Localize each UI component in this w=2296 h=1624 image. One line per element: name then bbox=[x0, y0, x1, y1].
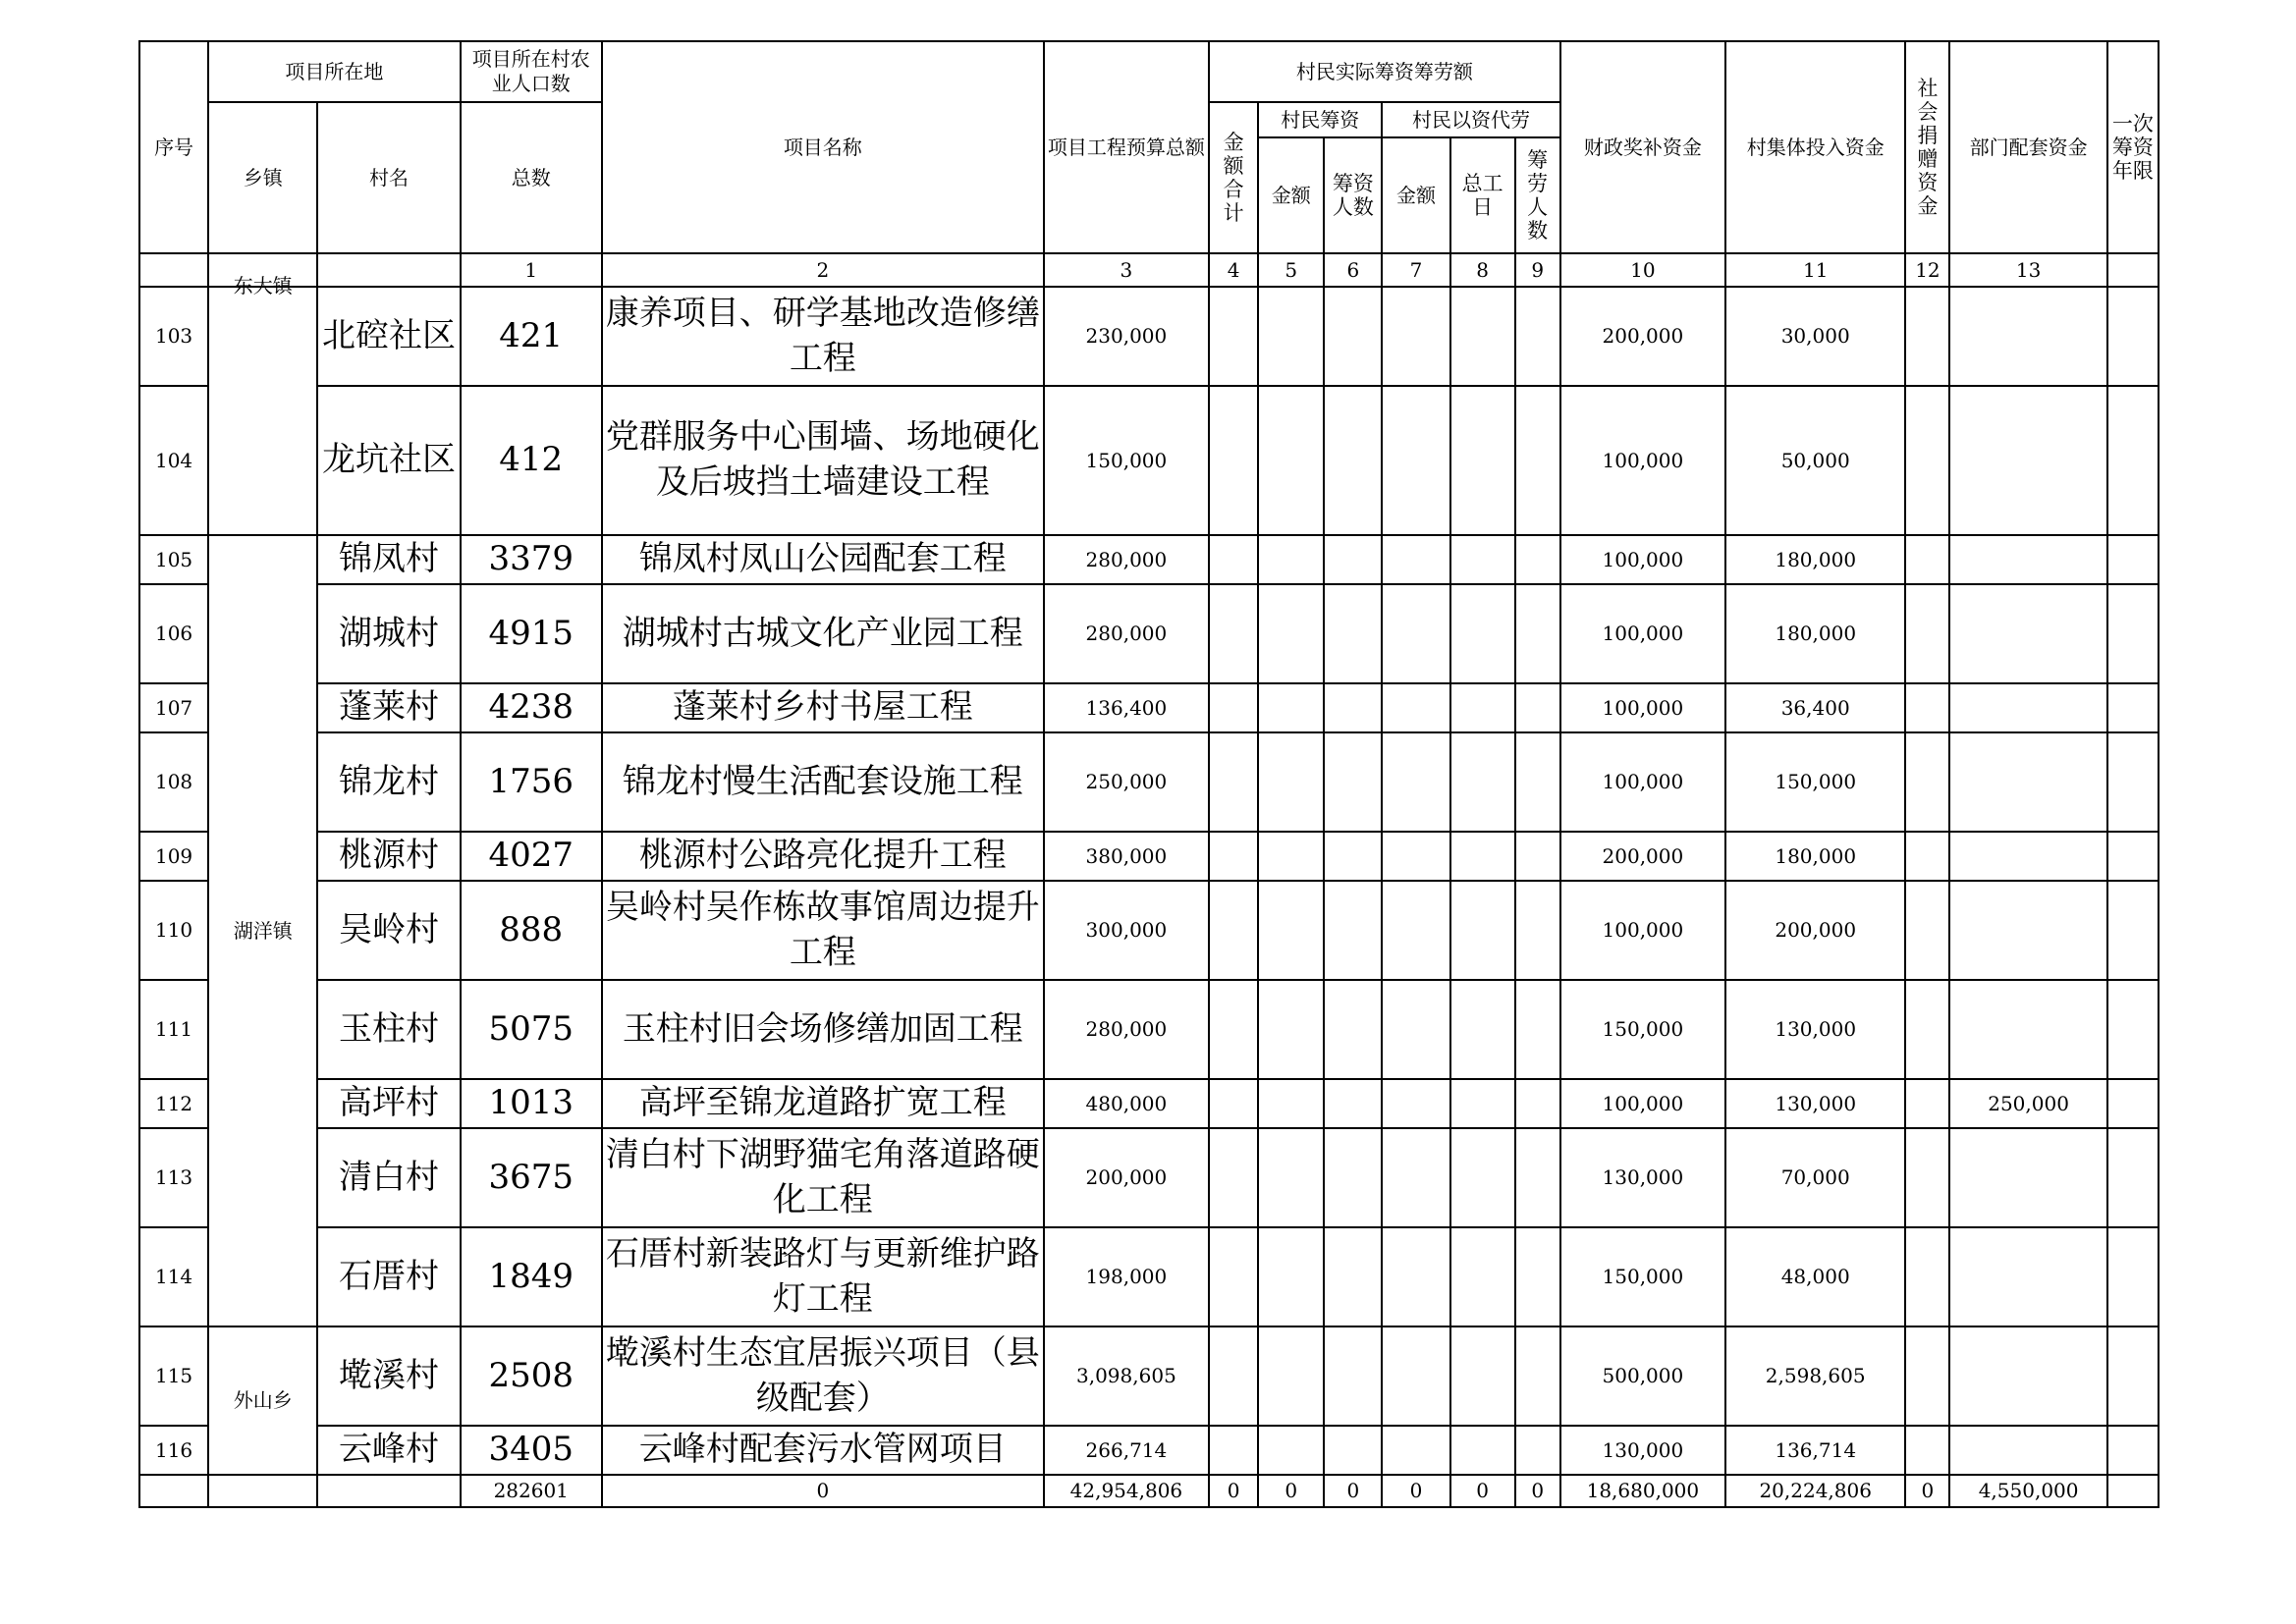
budget-cell: 198,000 bbox=[1044, 1227, 1209, 1326]
dept-cell bbox=[1949, 287, 2106, 386]
collective-cell: 136,714 bbox=[1725, 1426, 1905, 1475]
budget-cell: 3,098,605 bbox=[1044, 1326, 1209, 1426]
village-cell: 石厝村 bbox=[317, 1227, 460, 1326]
population-cell: 421 bbox=[461, 287, 602, 386]
seq-cell: 109 bbox=[139, 832, 208, 881]
dept-cell bbox=[1949, 1326, 2106, 1426]
header-collective-investment: 村集体投入资金 bbox=[1725, 41, 1905, 253]
budget-cell: 280,000 bbox=[1044, 584, 1209, 683]
village-cell: 吴岭村 bbox=[317, 881, 460, 980]
fiscal-cell: 100,000 bbox=[1560, 881, 1725, 980]
total-donation: 0 bbox=[1905, 1475, 1949, 1507]
index-cell: 4 bbox=[1209, 253, 1258, 287]
collective-cell: 30,000 bbox=[1725, 287, 1905, 386]
fiscal-cell: 100,000 bbox=[1560, 386, 1725, 535]
fiscal-cell: 130,000 bbox=[1560, 1426, 1725, 1475]
totals-row bbox=[139, 1475, 2159, 1507]
project-cell: 蓬莱村乡村书屋工程 bbox=[602, 683, 1044, 732]
header-labor-amount: 金额 bbox=[1382, 137, 1449, 253]
header-township: 乡镇 bbox=[208, 102, 317, 253]
header-amount-total: 金额合计 bbox=[1209, 102, 1258, 253]
fiscal-cell: 100,000 bbox=[1560, 584, 1725, 683]
table-row bbox=[139, 1079, 2159, 1128]
village-cell: 锦凤村 bbox=[317, 535, 460, 584]
total-population: 282601 bbox=[461, 1475, 602, 1507]
index-cell: 2 bbox=[602, 253, 1044, 287]
budget-cell: 230,000 bbox=[1044, 287, 1209, 386]
seq-cell: 108 bbox=[139, 732, 208, 832]
budget-cell: 300,000 bbox=[1044, 881, 1209, 980]
budget-cell: 150,000 bbox=[1044, 386, 1209, 535]
dept-cell bbox=[1949, 584, 2106, 683]
header-budget: 项目工程预算总额 bbox=[1044, 41, 1209, 253]
population-cell: 1849 bbox=[461, 1227, 602, 1326]
total-collective: 20,224,806 bbox=[1725, 1475, 1905, 1507]
township-cell: 外山乡 bbox=[208, 1326, 317, 1475]
seq-cell: 116 bbox=[139, 1426, 208, 1475]
index-cell: 9 bbox=[1515, 253, 1560, 287]
fiscal-cell: 150,000 bbox=[1560, 980, 1725, 1079]
table-row bbox=[139, 1227, 2159, 1326]
dept-cell bbox=[1949, 732, 2106, 832]
index-cell: 6 bbox=[1324, 253, 1382, 287]
collective-cell: 130,000 bbox=[1725, 980, 1905, 1079]
table-row bbox=[139, 732, 2159, 832]
table-row bbox=[139, 683, 2159, 732]
collective-cell: 130,000 bbox=[1725, 1079, 1905, 1128]
total-dept: 4,550,000 bbox=[1949, 1475, 2106, 1507]
fiscal-cell: 150,000 bbox=[1560, 1227, 1725, 1326]
header-department-matching: 部门配套资金 bbox=[1949, 41, 2106, 253]
seq-cell: 105 bbox=[139, 535, 208, 584]
table-row bbox=[139, 535, 2159, 584]
header-seq: 序号 bbox=[139, 41, 208, 253]
header-one-time-years: 一次筹资年限 bbox=[2107, 41, 2159, 253]
total-c6: 0 bbox=[1324, 1475, 1382, 1507]
village-cell: 高坪村 bbox=[317, 1079, 460, 1128]
township-cell: 湖洋镇 bbox=[208, 535, 317, 1326]
fiscal-cell: 500,000 bbox=[1560, 1326, 1725, 1426]
village-cell: 墘溪村 bbox=[317, 1326, 460, 1426]
dept-cell bbox=[1949, 881, 2106, 980]
index-cell: 10 bbox=[1560, 253, 1725, 287]
seq-cell: 114 bbox=[139, 1227, 208, 1326]
village-cell: 湖城村 bbox=[317, 584, 460, 683]
project-cell: 锦凤村凤山公园配套工程 bbox=[602, 535, 1044, 584]
dept-cell bbox=[1949, 1128, 2106, 1227]
dept-cell bbox=[1949, 386, 2106, 535]
header-project-name: 项目名称 bbox=[602, 41, 1044, 253]
budget-cell: 380,000 bbox=[1044, 832, 1209, 881]
index-cell: 7 bbox=[1382, 253, 1449, 287]
collective-cell: 50,000 bbox=[1725, 386, 1905, 535]
total-c8: 0 bbox=[1450, 1475, 1515, 1507]
population-cell: 888 bbox=[461, 881, 602, 980]
index-cell: 13 bbox=[1949, 253, 2106, 287]
funding-table bbox=[138, 40, 2159, 1508]
project-cell: 吴岭村吴作栋故事馆周边提升工程 bbox=[602, 881, 1044, 980]
seq-cell: 115 bbox=[139, 1326, 208, 1426]
fiscal-cell: 100,000 bbox=[1560, 535, 1725, 584]
seq-cell: 104 bbox=[139, 386, 208, 535]
population-cell: 5075 bbox=[461, 980, 602, 1079]
budget-cell: 136,400 bbox=[1044, 683, 1209, 732]
budget-cell: 266,714 bbox=[1044, 1426, 1209, 1475]
project-cell: 湖城村古城文化产业园工程 bbox=[602, 584, 1044, 683]
index-cell: 12 bbox=[1905, 253, 1949, 287]
population-cell: 1756 bbox=[461, 732, 602, 832]
index-cell: 11 bbox=[1725, 253, 1905, 287]
collective-cell: 36,400 bbox=[1725, 683, 1905, 732]
budget-cell: 280,000 bbox=[1044, 535, 1209, 584]
header-fiscal-subsidy: 财政奖补资金 bbox=[1560, 41, 1725, 253]
collective-cell: 70,000 bbox=[1725, 1128, 1905, 1227]
budget-cell: 480,000 bbox=[1044, 1079, 1209, 1128]
collective-cell: 2,598,605 bbox=[1725, 1326, 1905, 1426]
total-budget: 42,954,806 bbox=[1044, 1475, 1209, 1507]
collective-cell: 180,000 bbox=[1725, 832, 1905, 881]
project-cell: 党群服务中心围墙、场地硬化及后坡挡土墙建设工程 bbox=[602, 386, 1044, 535]
header-raise-people: 筹资人数 bbox=[1324, 137, 1382, 253]
header-village: 村名 bbox=[317, 102, 460, 253]
seq-cell: 106 bbox=[139, 584, 208, 683]
budget-cell: 250,000 bbox=[1044, 732, 1209, 832]
project-cell: 高坪至锦龙道路扩宽工程 bbox=[602, 1079, 1044, 1128]
table-row bbox=[139, 1426, 2159, 1475]
seq-cell: 111 bbox=[139, 980, 208, 1079]
dept-cell bbox=[1949, 683, 2106, 732]
header-villager-funding: 村民实际筹资筹劳额 bbox=[1209, 41, 1560, 102]
index-cell: 5 bbox=[1258, 253, 1324, 287]
total-c5: 0 bbox=[1258, 1475, 1324, 1507]
table-row bbox=[139, 832, 2159, 881]
project-cell: 锦龙村慢生活配套设施工程 bbox=[602, 732, 1044, 832]
project-cell: 清白村下湖野猫宅角落道路硬化工程 bbox=[602, 1128, 1044, 1227]
village-cell: 龙坑社区 bbox=[317, 386, 460, 535]
index-cell bbox=[139, 253, 208, 287]
header-villager-raise: 村民筹资 bbox=[1258, 102, 1382, 137]
index-cell: 1 bbox=[461, 253, 602, 287]
dept-cell bbox=[1949, 832, 2106, 881]
project-cell: 墘溪村生态宜居振兴项目（县级配套） bbox=[602, 1326, 1044, 1426]
collective-cell: 180,000 bbox=[1725, 584, 1905, 683]
total-c4: 0 bbox=[1209, 1475, 1258, 1507]
population-cell: 2508 bbox=[461, 1326, 602, 1426]
population-cell: 4027 bbox=[461, 832, 602, 881]
header-population-total: 总数 bbox=[461, 102, 602, 253]
table-row bbox=[139, 1128, 2159, 1227]
project-cell: 石厝村新装路灯与更新维护路灯工程 bbox=[602, 1227, 1044, 1326]
village-cell: 锦龙村 bbox=[317, 732, 460, 832]
project-cell: 玉柱村旧会场修缮加固工程 bbox=[602, 980, 1044, 1079]
project-cell: 桃源村公路亮化提升工程 bbox=[602, 832, 1044, 881]
village-cell: 清白村 bbox=[317, 1128, 460, 1227]
dept-cell bbox=[1949, 535, 2106, 584]
fiscal-cell: 130,000 bbox=[1560, 1128, 1725, 1227]
township-cell bbox=[208, 274, 317, 535]
header-population-group: 项目所在村农业人口数 bbox=[461, 41, 602, 102]
seq-cell: 107 bbox=[139, 683, 208, 732]
township-label: 东大镇 bbox=[233, 274, 293, 298]
project-cell: 康养项目、研学基地改造修缮工程 bbox=[602, 287, 1044, 386]
population-cell: 3379 bbox=[461, 535, 602, 584]
fiscal-cell: 100,000 bbox=[1560, 732, 1725, 832]
seq-cell: 103 bbox=[139, 287, 208, 386]
total-project: 0 bbox=[602, 1475, 1044, 1507]
village-cell: 桃源村 bbox=[317, 832, 460, 881]
village-cell: 玉柱村 bbox=[317, 980, 460, 1079]
population-cell: 4915 bbox=[461, 584, 602, 683]
table-row bbox=[139, 287, 2159, 386]
table-row bbox=[139, 881, 2159, 980]
population-cell: 3405 bbox=[461, 1426, 602, 1475]
index-cell bbox=[2107, 253, 2159, 287]
population-cell: 1013 bbox=[461, 1079, 602, 1128]
index-cell: 3 bbox=[1044, 253, 1209, 287]
index-cell bbox=[317, 253, 460, 287]
total-fiscal: 18,680,000 bbox=[1560, 1475, 1725, 1507]
header-location: 项目所在地 bbox=[208, 41, 460, 102]
project-cell: 云峰村配套污水管网项目 bbox=[602, 1426, 1044, 1475]
population-cell: 412 bbox=[461, 386, 602, 535]
fiscal-cell: 200,000 bbox=[1560, 832, 1725, 881]
village-cell: 北硿社区 bbox=[317, 287, 460, 386]
table-row bbox=[139, 980, 2159, 1079]
budget-cell: 280,000 bbox=[1044, 980, 1209, 1079]
index-cell: 8 bbox=[1450, 253, 1515, 287]
header-labor-days: 总工日 bbox=[1450, 137, 1515, 253]
seq-cell: 113 bbox=[139, 1128, 208, 1227]
fiscal-cell: 100,000 bbox=[1560, 1079, 1725, 1128]
village-cell: 云峰村 bbox=[317, 1426, 460, 1475]
fiscal-cell: 100,000 bbox=[1560, 683, 1725, 732]
table-row bbox=[139, 1326, 2159, 1426]
population-cell: 3675 bbox=[461, 1128, 602, 1227]
header-labor-in-lieu: 村民以资代劳 bbox=[1382, 102, 1559, 137]
fiscal-cell: 200,000 bbox=[1560, 287, 1725, 386]
village-cell: 蓬莱村 bbox=[317, 683, 460, 732]
dept-cell bbox=[1949, 1426, 2106, 1475]
budget-cell: 200,000 bbox=[1044, 1128, 1209, 1227]
collective-cell: 150,000 bbox=[1725, 732, 1905, 832]
dept-cell bbox=[1949, 980, 2106, 1079]
header-labor-people: 筹劳人数 bbox=[1515, 137, 1560, 253]
dept-cell bbox=[1949, 1227, 2106, 1326]
collective-cell: 48,000 bbox=[1725, 1227, 1905, 1326]
collective-cell: 200,000 bbox=[1725, 881, 1905, 980]
header-raise-amount: 金额 bbox=[1258, 137, 1324, 253]
dept-cell: 250,000 bbox=[1949, 1079, 2106, 1128]
collective-cell: 180,000 bbox=[1725, 535, 1905, 584]
population-cell: 4238 bbox=[461, 683, 602, 732]
header-social-donation: 社会捐赠资金 bbox=[1905, 41, 1949, 253]
seq-cell: 110 bbox=[139, 881, 208, 980]
seq-cell: 112 bbox=[139, 1079, 208, 1128]
total-c9: 0 bbox=[1515, 1475, 1560, 1507]
table-row bbox=[139, 386, 2159, 535]
total-c7: 0 bbox=[1382, 1475, 1449, 1507]
table-row bbox=[139, 584, 2159, 683]
